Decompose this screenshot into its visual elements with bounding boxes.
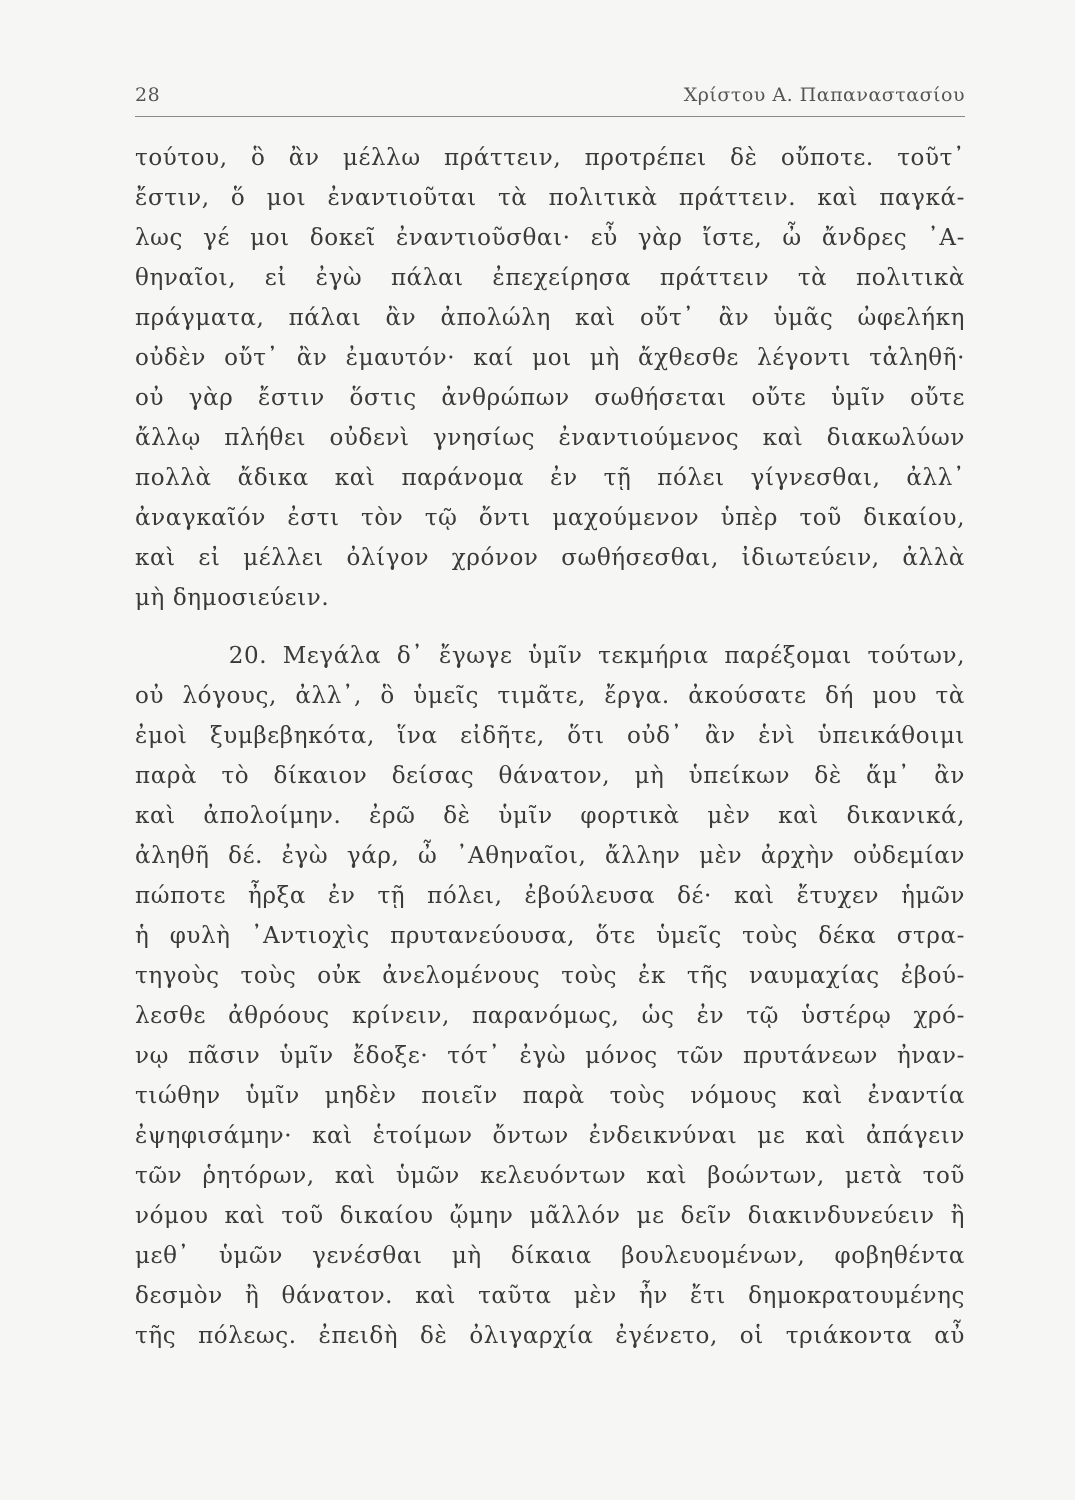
text-line: ἔστιν, ὅ μοι ἐναντιοῦται τὰ πολιτικὰ πράττειν. καὶ παγκά-	[135, 185, 965, 211]
text-line: τῶν ῥητόρων, καὶ ὑμῶν κελευόντων καὶ βοώντων, μετὰ τοῦ	[135, 1163, 965, 1189]
text-line: ἡ φυλὴ ᾽Αντιοχὶς πρυτανεύουσα, ὅτε ὑμεῖς τοὺς δέκα στρα-	[135, 923, 965, 949]
text-line: τηγοὺς τοὺς οὐκ ἀνελομένους τοὺς ἐκ τῆς ναυμαχίας ἐβού-	[135, 963, 965, 989]
page-number: 28	[135, 84, 161, 106]
running-head	[135, 84, 965, 114]
text-line: λως γέ μοι δοκεῖ ἐναντιοῦσθαι· εὖ γὰρ ἴστε, ὦ ἄνδρες ᾽Α-	[135, 225, 965, 251]
text-line: νῳ πᾶσιν ὑμῖν ἔδοξε· τότ᾽ ἐγὼ μόνος τῶν πρυτάνεων ἠναν-	[135, 1043, 965, 1069]
text-line: οὐ λόγους, ἀλλ᾽, ὃ ὑμεῖς τιμᾶτε, ἔργα. ἀκούσατε δή μου τὰ	[135, 683, 965, 709]
paragraph-gap	[135, 618, 965, 636]
text-line: 20. Μεγάλα δ᾽ ἔγωγε ὑμῖν τεκμήρια παρέξομαι τούτων,	[135, 643, 965, 669]
text-line: ἀληθῆ δέ. ἐγὼ γάρ, ὦ ᾽Αθηναῖοι, ἄλλην μὲν ἀρχὴν οὐδεμίαν	[135, 843, 965, 869]
text-line: πώποτε ἦρξα ἐν τῇ πόλει, ἐβούλευσα δέ· καὶ ἔτυχεν ἡμῶν	[135, 883, 965, 909]
text-line: τούτου, ὃ ἂν μέλλω πράττειν, προτρέπει δὲ οὔποτε. τοῦτ᾽	[135, 145, 965, 171]
paragraph-2	[135, 636, 965, 1356]
header-rule	[135, 116, 965, 117]
text-line: καὶ εἰ μέλλει ὀλίγον χρόνον σωθήσεσθαι, ἰδιωτεύειν, ἀλλὰ	[135, 545, 965, 571]
text-line: δεσμὸν ἢ θάνατον. καὶ ταῦτα μὲν ἦν ἔτι δημοκρατουμένης	[135, 1283, 965, 1309]
body-text	[135, 138, 965, 1356]
text-line: νόμου καὶ τοῦ δικαίου ᾤμην μᾶλλόν με δεῖν διακινδυνεύειν ἢ	[135, 1203, 965, 1229]
text-line: οὐδὲν οὔτ᾽ ἂν ἐμαυτόν· καί μοι μὴ ἄχθεσθε λέγοντι τἀληθῆ·	[135, 345, 965, 371]
text-line: τιώθην ὑμῖν μηδὲν ποιεῖν παρὰ τοὺς νόμους καὶ ἐναντία	[135, 1083, 965, 1109]
text-line: καὶ ἀπολοίμην. ἐρῶ δὲ ὑμῖν φορτικὰ μὲν καὶ δικανικά,	[135, 803, 965, 829]
text-line: θηναῖοι, εἰ ἐγὼ πάλαι ἐπεχείρησα πράττειν τὰ πολιτικὰ	[135, 265, 965, 291]
text-line: ἄλλῳ πλήθει οὐδενὶ γνησίως ἐναντιούμενος καὶ διακωλύων	[135, 425, 965, 451]
text-line: τῆς πόλεως. ἐπειδὴ δὲ ὀλιγαρχία ἐγένετο, οἱ τριάκοντα αὖ	[135, 1323, 965, 1349]
text-line: μεθ᾽ ὑμῶν γενέσθαι μὴ δίκαια βουλευομένων, φοβηθέντα	[135, 1243, 965, 1269]
text-line: οὐ γὰρ ἔστιν ὅστις ἀνθρώπων σωθήσεται οὔτε ὑμῖν οὔτε	[135, 385, 965, 411]
text-line: ἐμοὶ ξυμβεβηκότα, ἵνα εἰδῆτε, ὅτι οὐδ᾽ ἂν ἑνὶ ὑπεικάθοιμι	[135, 723, 965, 749]
paragraph-1	[135, 138, 965, 618]
text-line: πράγματα, πάλαι ἂν ἀπολώλη καὶ οὔτ᾽ ἂν ὑμᾶς ὠφελήκη	[135, 305, 965, 331]
text-line: μὴ δημοσιεύειν.	[135, 585, 330, 611]
text-line: ἐψηφισάμην· καὶ ἑτοίμων ὄντων ἐνδεικνύναι με καὶ ἀπάγειν	[135, 1123, 965, 1149]
text-line: ἀναγκαῖόν ἐστι τὸν τῷ ὄντι μαχούμενον ὑπὲρ τοῦ δικαίου,	[135, 505, 965, 531]
running-head-author: Χρίστου Α. Παπαναστασίου	[683, 84, 965, 106]
text-line: πολλὰ ἄδικα καὶ παράνομα ἐν τῇ πόλει γίγνεσθαι, ἀλλ᾽	[135, 465, 965, 491]
text-line: παρὰ τὸ δίκαιον δείσας θάνατον, μὴ ὑπείκων δὲ ἅμ᾽ ἂν	[135, 763, 965, 789]
text-line: λεσθε ἀθρόους κρίνειν, παρανόμως, ὡς ἐν τῷ ὑστέρῳ χρό-	[135, 1003, 965, 1029]
